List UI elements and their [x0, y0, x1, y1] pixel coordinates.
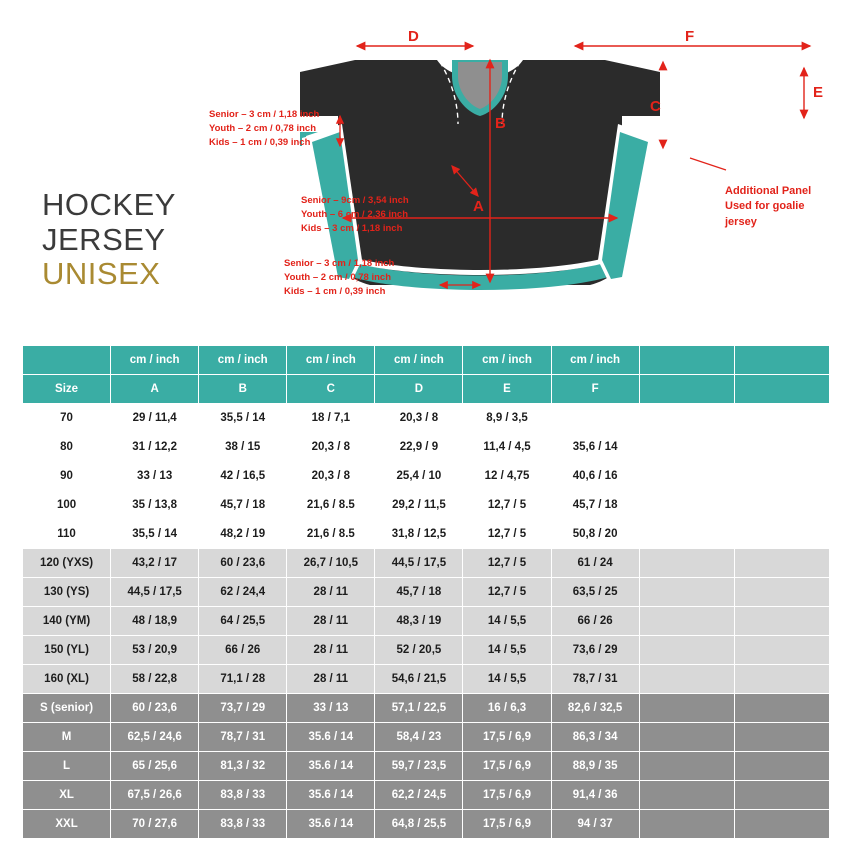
cell-measure-d: 22,9 / 9 — [375, 433, 463, 462]
cell-measure-c: 20,3 / 8 — [287, 462, 375, 491]
cell-measure-b: 71,1 / 28 — [199, 665, 287, 694]
cell-measure-e: 14 / 5,5 — [463, 607, 551, 636]
cell-measure-c: 28 / 11 — [287, 665, 375, 694]
header-spacer-cell — [734, 375, 829, 404]
cell-spacer — [734, 433, 829, 462]
cell-measure-e: 12,7 / 5 — [463, 549, 551, 578]
title-line-3: UNISEX — [42, 256, 161, 292]
header-spacer-cell — [639, 346, 734, 375]
cell-spacer — [734, 752, 829, 781]
cell-size: 100 — [23, 491, 111, 520]
cell-measure-e: 14 / 5,5 — [463, 665, 551, 694]
header-spacer-cell — [734, 346, 829, 375]
dim-letter-c: C — [650, 98, 661, 115]
cell-spacer — [639, 520, 734, 549]
cell-spacer — [734, 404, 829, 433]
cell-size: 160 (XL) — [23, 665, 111, 694]
table-row — [23, 636, 830, 665]
cell-measure-b: 66 / 26 — [199, 636, 287, 665]
annotation-shoulder-line-2: Youth – 2 cm / 0,78 inch — [209, 122, 316, 134]
cell-measure-b: 81,3 / 32 — [199, 752, 287, 781]
table-row — [23, 433, 830, 462]
annotation-shoulder-line-3: Kids – 1 cm / 0,39 inch — [209, 136, 311, 148]
cell-measure-d: 52 / 20,5 — [375, 636, 463, 665]
table-row — [23, 404, 830, 433]
cell-spacer — [639, 491, 734, 520]
table-row — [23, 462, 830, 491]
cell-spacer — [734, 665, 829, 694]
cell-measure-e: 12,7 / 5 — [463, 520, 551, 549]
cell-measure-c: 20,3 / 8 — [287, 433, 375, 462]
cell-spacer — [734, 694, 829, 723]
header-measure-b: B — [199, 375, 287, 404]
cell-measure-c: 21,6 / 8.5 — [287, 520, 375, 549]
cell-measure-f: 35,6 / 14 — [551, 433, 639, 462]
cell-measure-a: 35,5 / 14 — [111, 520, 199, 549]
cell-measure-d: 45,7 / 18 — [375, 578, 463, 607]
cell-spacer — [734, 520, 829, 549]
panel-note-line-3: jersey — [725, 215, 757, 228]
table-row — [23, 810, 830, 839]
annotation-hem-line-2: Youth – 2 cm / 0,78 inch — [284, 271, 391, 283]
cell-measure-b: 64 / 25,5 — [199, 607, 287, 636]
table-header-letters — [23, 375, 830, 404]
cell-size: 90 — [23, 462, 111, 491]
annotation-shoulder-tolerance — [209, 108, 319, 149]
cell-spacer — [639, 549, 734, 578]
cell-measure-a: 44,5 / 17,5 — [111, 578, 199, 607]
cell-spacer — [639, 723, 734, 752]
cell-measure-e: 17,5 / 6,9 — [463, 810, 551, 839]
cell-size: S (senior) — [23, 694, 111, 723]
cell-measure-a: 43,2 / 17 — [111, 549, 199, 578]
cell-measure-c: 28 / 11 — [287, 578, 375, 607]
cell-spacer — [734, 781, 829, 810]
cell-spacer — [639, 404, 734, 433]
size-chart-table — [22, 345, 830, 839]
dim-letter-f: F — [685, 28, 695, 45]
cell-measure-d: 58,4 / 23 — [375, 723, 463, 752]
cell-measure-c: 35.6 / 14 — [287, 781, 375, 810]
cell-measure-c: 35.6 / 14 — [287, 810, 375, 839]
cell-measure-e: 14 / 5,5 — [463, 636, 551, 665]
cell-measure-f: 66 / 26 — [551, 607, 639, 636]
leader-line-panel — [690, 158, 726, 170]
cell-measure-f: 78,7 / 31 — [551, 665, 639, 694]
cell-measure-d: 44,5 / 17,5 — [375, 549, 463, 578]
table-row — [23, 665, 830, 694]
table-row — [23, 578, 830, 607]
header-unit-cell: cm / inch — [199, 346, 287, 375]
cell-measure-d: 64,8 / 25,5 — [375, 810, 463, 839]
cell-size: 70 — [23, 404, 111, 433]
header-spacer-cell — [639, 375, 734, 404]
cell-measure-d: 48,3 / 19 — [375, 607, 463, 636]
cell-spacer — [639, 607, 734, 636]
table-row — [23, 781, 830, 810]
cell-measure-f: 86,3 / 34 — [551, 723, 639, 752]
cell-size: 150 (YL) — [23, 636, 111, 665]
table-header-units — [23, 346, 830, 375]
cell-measure-c: 28 / 11 — [287, 636, 375, 665]
cell-measure-f: 40,6 / 16 — [551, 462, 639, 491]
cell-measure-c: 35.6 / 14 — [287, 723, 375, 752]
title-line-1: HOCKEY — [42, 187, 176, 222]
table-row — [23, 723, 830, 752]
cell-size: 120 (YXS) — [23, 549, 111, 578]
header-unit-cell: cm / inch — [463, 346, 551, 375]
dim-letter-b: B — [495, 115, 506, 132]
cell-measure-f: 82,6 / 32,5 — [551, 694, 639, 723]
cell-spacer — [734, 723, 829, 752]
cell-measure-b: 83,8 / 33 — [199, 781, 287, 810]
cell-measure-b: 60 / 23,6 — [199, 549, 287, 578]
cell-measure-f: 73,6 / 29 — [551, 636, 639, 665]
header-measure-c: C — [287, 375, 375, 404]
cell-measure-f: 63,5 / 25 — [551, 578, 639, 607]
cell-measure-b: 42 / 16,5 — [199, 462, 287, 491]
cell-spacer — [734, 578, 829, 607]
cell-measure-d: 59,7 / 23,5 — [375, 752, 463, 781]
cell-measure-a: 70 / 27,6 — [111, 810, 199, 839]
cell-measure-b: 35,5 / 14 — [199, 404, 287, 433]
cell-measure-f: 91,4 / 36 — [551, 781, 639, 810]
cell-size: 110 — [23, 520, 111, 549]
cell-measure-b: 48,2 / 19 — [199, 520, 287, 549]
cell-measure-d: 25,4 / 10 — [375, 462, 463, 491]
cell-measure-e: 17,5 / 6,9 — [463, 752, 551, 781]
cell-measure-d: 62,2 / 24,5 — [375, 781, 463, 810]
cell-measure-d: 20,3 / 8 — [375, 404, 463, 433]
cell-measure-c: 35.6 / 14 — [287, 752, 375, 781]
page-title — [42, 188, 176, 292]
cell-spacer — [734, 491, 829, 520]
cell-spacer — [639, 462, 734, 491]
cell-spacer — [639, 694, 734, 723]
cell-measure-c: 18 / 7,1 — [287, 404, 375, 433]
cell-measure-f — [551, 404, 639, 433]
cell-size: M — [23, 723, 111, 752]
cell-measure-f: 45,7 / 18 — [551, 491, 639, 520]
header-measure-a: A — [111, 375, 199, 404]
cell-size: XXL — [23, 810, 111, 839]
table-row — [23, 491, 830, 520]
cell-size: XL — [23, 781, 111, 810]
cell-measure-a: 31 / 12,2 — [111, 433, 199, 462]
cell-measure-d: 57,1 / 22,5 — [375, 694, 463, 723]
cell-size: 80 — [23, 433, 111, 462]
annotation-hem-line-1: Senior – 3 cm / 1,18 inch — [284, 258, 395, 269]
cell-spacer — [639, 636, 734, 665]
cell-measure-a: 53 / 20,9 — [111, 636, 199, 665]
cell-size: 140 (YM) — [23, 607, 111, 636]
cell-measure-a: 29 / 11,4 — [111, 404, 199, 433]
cell-measure-e: 12 / 4,75 — [463, 462, 551, 491]
header-measure-f: F — [551, 375, 639, 404]
cell-measure-f: 88,9 / 35 — [551, 752, 639, 781]
cell-measure-b: 62 / 24,4 — [199, 578, 287, 607]
cell-spacer — [639, 752, 734, 781]
dim-letter-a: A — [473, 198, 484, 215]
header-size-cell: Size — [23, 375, 111, 404]
cell-spacer — [639, 781, 734, 810]
cell-measure-d: 31,8 / 12,5 — [375, 520, 463, 549]
annotation-shoulder-line-1: Senior – 3 cm / 1,18 inch — [209, 109, 320, 120]
cell-measure-b: 73,7 / 29 — [199, 694, 287, 723]
title-line-2: JERSEY — [42, 221, 166, 257]
cell-spacer — [734, 462, 829, 491]
cell-measure-c: 33 / 13 — [287, 694, 375, 723]
cell-measure-a: 48 / 18,9 — [111, 607, 199, 636]
cell-measure-d: 54,6 / 21,5 — [375, 665, 463, 694]
cell-spacer — [734, 636, 829, 665]
annotation-goalie-panel — [725, 184, 811, 230]
table-row — [23, 694, 830, 723]
annotation-sleeve-line-1: Senior – 9cm / 3,54 inch — [301, 195, 409, 206]
cell-measure-b: 83,8 / 33 — [199, 810, 287, 839]
cell-measure-e: 16 / 6,3 — [463, 694, 551, 723]
annotation-hem-line-3: Kids – 1 cm / 0,39 inch — [284, 285, 386, 297]
cell-measure-b: 78,7 / 31 — [199, 723, 287, 752]
header-unit-cell: cm / inch — [111, 346, 199, 375]
cell-measure-f: 94 / 37 — [551, 810, 639, 839]
cell-measure-e: 8,9 / 3,5 — [463, 404, 551, 433]
cell-spacer — [734, 810, 829, 839]
cell-measure-a: 35 / 13,8 — [111, 491, 199, 520]
cell-measure-c: 28 / 11 — [287, 607, 375, 636]
annotation-sleeve-line-2: Youth – 6 cm / 2,36 inch — [301, 208, 408, 220]
cell-spacer — [639, 578, 734, 607]
header-measure-d: D — [375, 375, 463, 404]
panel-note-line-2: Used for goalie — [725, 200, 805, 213]
table-row — [23, 520, 830, 549]
cell-measure-a: 58 / 22,8 — [111, 665, 199, 694]
cell-measure-c: 26,7 / 10,5 — [287, 549, 375, 578]
cell-measure-e: 17,5 / 6,9 — [463, 781, 551, 810]
cell-measure-e: 12,7 / 5 — [463, 578, 551, 607]
cell-measure-e: 17,5 / 6,9 — [463, 723, 551, 752]
cell-measure-a: 67,5 / 26,6 — [111, 781, 199, 810]
cell-spacer — [639, 433, 734, 462]
annotation-sleeve-tolerance — [301, 194, 409, 235]
cell-spacer — [639, 665, 734, 694]
cell-size: L — [23, 752, 111, 781]
cell-measure-a: 60 / 23,6 — [111, 694, 199, 723]
cell-measure-f: 61 / 24 — [551, 549, 639, 578]
cell-measure-c: 21,6 / 8.5 — [287, 491, 375, 520]
annotation-sleeve-line-3: Kids – 3 cm / 1,18 inch — [301, 222, 403, 234]
cell-spacer — [734, 549, 829, 578]
cell-measure-b: 45,7 / 18 — [199, 491, 287, 520]
cell-spacer — [639, 810, 734, 839]
cell-measure-b: 38 / 15 — [199, 433, 287, 462]
cell-measure-a: 33 / 13 — [111, 462, 199, 491]
header-unit-cell: cm / inch — [375, 346, 463, 375]
cell-spacer — [734, 607, 829, 636]
header-corner-cell — [23, 346, 111, 375]
cell-measure-d: 29,2 / 11,5 — [375, 491, 463, 520]
table-row — [23, 752, 830, 781]
cell-measure-f: 50,8 / 20 — [551, 520, 639, 549]
cell-size: 130 (YS) — [23, 578, 111, 607]
dim-letter-d: D — [408, 28, 419, 45]
header-unit-cell: cm / inch — [287, 346, 375, 375]
table-row — [23, 607, 830, 636]
cell-measure-e: 11,4 / 4,5 — [463, 433, 551, 462]
annotation-hem-tolerance — [284, 257, 394, 298]
dim-letter-e: E — [813, 84, 824, 101]
panel-note-line-1: Additional Panel — [725, 185, 812, 197]
cell-measure-e: 12,7 / 5 — [463, 491, 551, 520]
cell-measure-a: 65 / 25,6 — [111, 752, 199, 781]
cell-measure-a: 62,5 / 24,6 — [111, 723, 199, 752]
table-row — [23, 549, 830, 578]
header-unit-cell: cm / inch — [551, 346, 639, 375]
header-measure-e: E — [463, 375, 551, 404]
